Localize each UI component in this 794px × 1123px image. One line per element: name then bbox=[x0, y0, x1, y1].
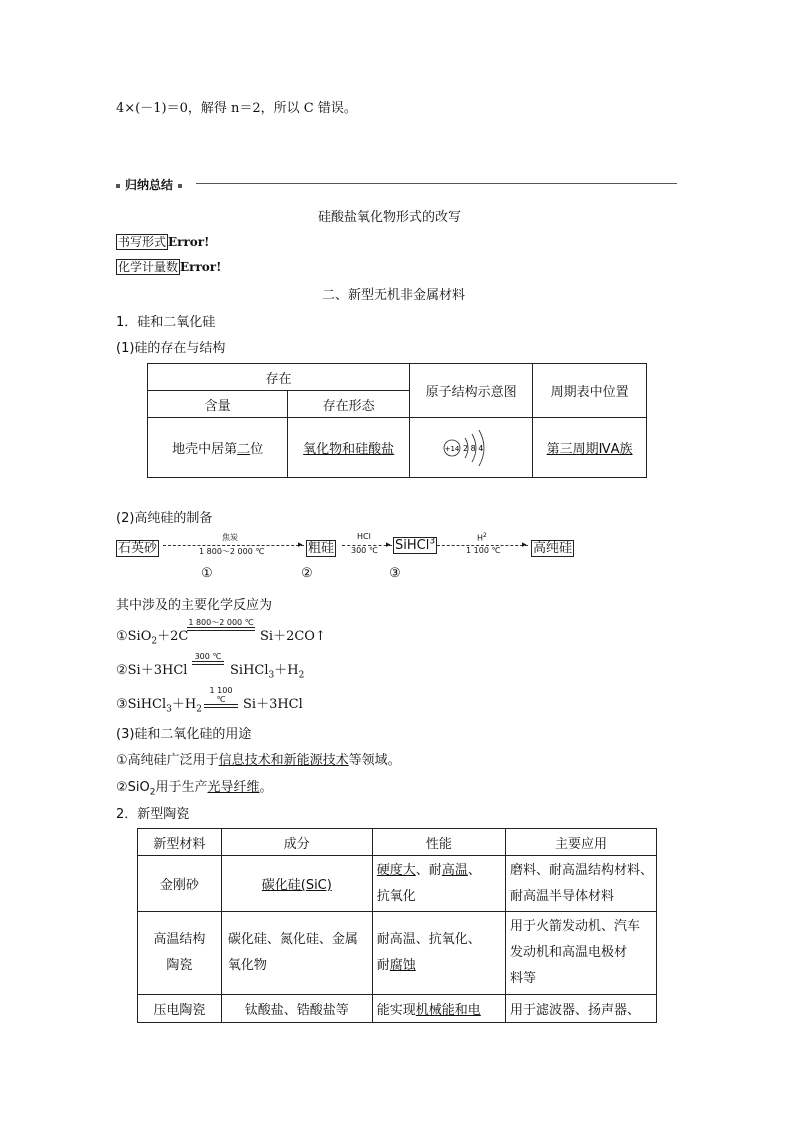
flow-node-3-text: SiHCl bbox=[395, 538, 430, 554]
th-material: 新型材料 bbox=[138, 829, 222, 856]
flow-node-1-text: 石英砂 bbox=[118, 541, 158, 556]
r1-name: 金刚砂 bbox=[138, 856, 222, 912]
s1-sub3: (3)硅和二氧化硅的用途 bbox=[116, 727, 252, 742]
summary-line-1-error: Error! bbox=[168, 235, 210, 249]
s1-sub1: (1)硅的存在与结构 bbox=[116, 341, 226, 356]
heading-marker-icon bbox=[116, 184, 120, 188]
flow-node-3 bbox=[393, 537, 437, 553]
r3-perf-pre: 能实现 bbox=[376, 1003, 416, 1018]
r3-lhs-sub2: 2 bbox=[196, 704, 202, 715]
shell-electrons: 2 8 4 bbox=[463, 443, 484, 453]
flow-node-2 bbox=[306, 537, 336, 556]
use-2-answer: 光导纤维 bbox=[207, 780, 260, 795]
summary-line-1 bbox=[116, 233, 209, 250]
th-composition: 成分 bbox=[221, 829, 372, 856]
r2-app-line2: 发动机和高温电极材 bbox=[510, 945, 628, 960]
r1-perf-line2: 抗氧化 bbox=[376, 888, 416, 904]
r3-app: 用于滤波器、扬声器、 bbox=[506, 995, 657, 1023]
r3-perf-answer: 机械能和电 bbox=[415, 1003, 481, 1018]
r2-rhs-sub: 3 bbox=[268, 670, 275, 681]
r2-app-line3: 料等 bbox=[510, 971, 537, 986]
cell-content bbox=[148, 418, 288, 478]
summary-line-2 bbox=[116, 258, 221, 275]
silicon-structure-table bbox=[147, 363, 647, 478]
reaction-2-condition bbox=[192, 652, 224, 665]
r2-perf-line1: 耐高温、抗氧化、 bbox=[376, 932, 481, 947]
r3-lhs-pre: ③SiHCl bbox=[116, 697, 167, 712]
th-performance: 性能 bbox=[372, 829, 505, 856]
use-1-post: 等领域。 bbox=[348, 753, 401, 768]
r2-perf-answer: 腐蚀 bbox=[389, 958, 416, 973]
cell-form bbox=[288, 418, 410, 478]
flow-arrow-2-top: HCl bbox=[357, 532, 371, 541]
flow-arrow-3-top bbox=[477, 532, 487, 543]
th-form: 存在形态 bbox=[288, 391, 410, 418]
reaction-1-rhs: Si＋2CO↑ bbox=[260, 629, 326, 644]
flow-arrow-1-top: 焦炭 bbox=[222, 533, 238, 542]
summary-heading bbox=[116, 176, 182, 193]
r2-comp-line2: 氧化物 bbox=[227, 958, 267, 973]
r3-cond-text: 1 100 ℃ bbox=[209, 686, 233, 704]
flow-arrow-3-top-text: H bbox=[477, 533, 484, 543]
r2-app bbox=[506, 912, 657, 995]
arrow-head-icon: ▸ bbox=[522, 540, 527, 550]
flow-marker-1: ① bbox=[201, 566, 213, 581]
r2-rhs-sub2: 2 bbox=[298, 670, 305, 681]
cell-content-pre: 地壳中居第 bbox=[172, 442, 238, 457]
flow-arrow-3-bottom: 1 100 ℃ bbox=[466, 546, 501, 555]
r1-lhs-pre: ①SiO bbox=[116, 629, 152, 644]
r2-comp bbox=[221, 912, 372, 995]
flow-node-3-subscript: 3 bbox=[429, 537, 436, 547]
r3-lhs-sub: 3 bbox=[166, 704, 172, 715]
r2-rhs-pre: SiHCl bbox=[230, 663, 269, 678]
use-2-sub: 2 bbox=[149, 787, 156, 798]
double-bar bbox=[204, 704, 238, 708]
double-bar bbox=[192, 661, 224, 665]
r1-perf-answer-1: 硬度大 bbox=[376, 862, 416, 878]
r1-app bbox=[506, 856, 657, 912]
th-atom: 原子结构示意图 bbox=[409, 364, 532, 418]
r1-app-line2: 耐高温半导体材料 bbox=[510, 888, 615, 904]
heading-marker-icon bbox=[178, 184, 182, 188]
use-1-pre: ①高纯硅广泛用于 bbox=[116, 753, 219, 768]
r1-lhs-sub: 2 bbox=[151, 636, 158, 647]
r3-perf bbox=[372, 995, 505, 1023]
r1-comp-answer: 碳化硅(SiC) bbox=[261, 878, 332, 893]
r1-perf-mid: 、耐 bbox=[415, 862, 442, 878]
r2-perf-pre: 耐 bbox=[376, 958, 390, 973]
reaction-1-condition bbox=[187, 618, 255, 631]
r3-name: 压电陶瓷 bbox=[138, 995, 222, 1023]
reaction-3-condition bbox=[204, 686, 238, 708]
r3-lhs-mid: ＋H bbox=[171, 697, 197, 712]
ceramics-table bbox=[137, 828, 657, 1023]
use-1 bbox=[116, 749, 401, 768]
reaction-3-rhs: Si＋3HCl bbox=[243, 697, 303, 712]
reaction-2-lhs: ②Si＋3HCl bbox=[116, 663, 188, 678]
flow-marker-2: ② bbox=[301, 566, 313, 581]
r2-name bbox=[138, 912, 222, 995]
r2-name-line1: 高温结构 bbox=[153, 932, 206, 947]
r2-perf bbox=[372, 912, 505, 995]
th-existence: 存在 bbox=[148, 364, 410, 391]
reactions-title: 其中涉及的主要化学反应为 bbox=[116, 598, 273, 613]
r1-app-line1: 磨料、耐高温结构材料、 bbox=[510, 862, 654, 878]
cell-atom-diagram bbox=[409, 418, 532, 478]
flow-node-2-text: 粗硅 bbox=[308, 541, 335, 556]
r2-name-line2: 陶瓷 bbox=[166, 958, 193, 973]
cell-period bbox=[533, 418, 647, 478]
reaction-1-lhs bbox=[116, 625, 188, 647]
cell-content-post: 位 bbox=[250, 442, 264, 457]
reaction-2-rhs bbox=[230, 659, 304, 681]
r1-cond-text: 1 800～2 000 ℃ bbox=[188, 618, 254, 627]
summary-line-2-label: 化学计量数 bbox=[118, 260, 179, 274]
flow-node-4 bbox=[531, 537, 574, 556]
section-rule bbox=[196, 183, 677, 184]
cell-content-answer: 二 bbox=[237, 442, 251, 457]
summary-line-2-error: Error! bbox=[180, 260, 222, 274]
th-application: 主要应用 bbox=[506, 829, 657, 856]
cell-period-answer: 第三周期ⅣA族 bbox=[546, 442, 633, 457]
s1-title: 1．硅和二氧化硅 bbox=[116, 315, 216, 330]
reaction-3-lhs bbox=[116, 693, 202, 715]
flow-arrow-2-bottom: 300 ℃ bbox=[351, 546, 378, 555]
r1-perf bbox=[372, 856, 505, 912]
r2-rhs-mid: ＋H bbox=[274, 663, 299, 678]
summary-title: 硅酸盐氧化物形式的改写 bbox=[318, 210, 462, 225]
s2-title: 2．新型陶瓷 bbox=[116, 807, 190, 822]
flow-arrow-3-top-sub: 2 bbox=[483, 532, 487, 539]
th-period: 周期表中位置 bbox=[533, 364, 647, 418]
flow-marker-3: ③ bbox=[389, 566, 401, 581]
summary-heading-text: 归纳总结 bbox=[125, 178, 174, 192]
arrow-head-icon: ▸ bbox=[298, 540, 303, 550]
cell-form-answer: 氧化物和硅酸盐 bbox=[303, 442, 395, 457]
use-2-pre: ②SiO bbox=[116, 780, 150, 795]
r1-perf-answer-2: 高温 bbox=[441, 862, 468, 878]
section-2-title: 二、新型无机非金属材料 bbox=[322, 288, 466, 303]
flow-arrow-1-bottom: 1 800～2 000 ℃ bbox=[199, 547, 265, 556]
flow-node-4-text: 高纯硅 bbox=[533, 541, 573, 556]
use-1-answer: 信息技术和新能源技术 bbox=[218, 753, 349, 768]
summary-line-1-label: 书写形式 bbox=[118, 235, 167, 249]
double-bar bbox=[187, 627, 255, 631]
r2-comp-line1: 碳化硅、氮化硅、金属 bbox=[227, 932, 358, 947]
atom-structure-diagram bbox=[441, 426, 501, 470]
r1-perf-post: 、 bbox=[467, 862, 481, 878]
use-2 bbox=[116, 776, 273, 798]
r1-comp bbox=[221, 856, 372, 912]
r3-comp: 钛酸盐、锆酸盐等 bbox=[221, 995, 372, 1023]
r1-lhs-post: ＋2C bbox=[157, 629, 189, 644]
flow-node-1 bbox=[116, 537, 159, 556]
use-2-mid: 用于生产 bbox=[155, 780, 208, 795]
arrow-head-icon: ▸ bbox=[386, 540, 391, 550]
intro-line: 4×(－1)＝0，解得 n＝2，所以 C 错误。 bbox=[116, 101, 357, 116]
r2-app-line1: 用于火箭发动机、汽车 bbox=[510, 919, 641, 934]
r2-cond-text: 300 ℃ bbox=[194, 652, 222, 661]
nucleus-charge: +14 bbox=[444, 444, 460, 453]
th-content: 含量 bbox=[148, 391, 288, 418]
s1-sub2: (2)高纯硅的制备 bbox=[116, 511, 213, 526]
use-2-post: 。 bbox=[259, 780, 273, 795]
